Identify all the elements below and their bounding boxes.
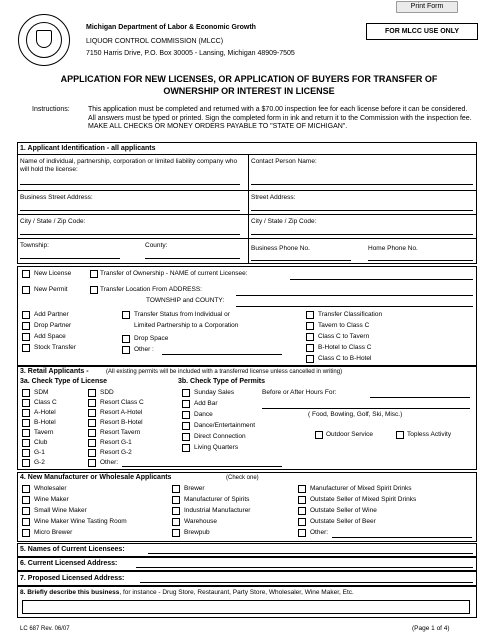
license-resort-b-hotel-checkbox[interactable]	[88, 419, 96, 427]
mfr-other-checkbox[interactable]	[298, 529, 306, 537]
class-c-to-b-hotel-label: Class C to B-Hotel	[318, 355, 372, 362]
section8-label-bold: 8. Briefly describe this business	[20, 589, 120, 596]
township-field[interactable]	[20, 258, 120, 259]
license-b-hotel-label: B-Hotel	[34, 419, 56, 426]
stock-transfer-checkbox[interactable]	[22, 344, 30, 352]
mfr-outstate-seller-of-mixed-spirit-drinks-label: Outstate Seller of Mixed Spirit Drinks	[310, 496, 417, 503]
other-field[interactable]	[162, 354, 282, 355]
section3-heading-note: (All existing permits will be included with a transferred license unless cancelled in writing)	[106, 369, 343, 375]
mfr-micro-brewer-checkbox[interactable]	[22, 529, 30, 537]
print-form-button[interactable]: Print Form	[396, 1, 458, 13]
license-tavern-checkbox[interactable]	[22, 429, 30, 437]
permit-living-quarters-checkbox[interactable]	[182, 444, 190, 452]
before-after-hours-label: Before or After Hours For:	[262, 389, 337, 396]
mfr-small-wine-maker-checkbox[interactable]	[22, 507, 30, 515]
holder-name-field[interactable]	[20, 184, 240, 185]
other-checkbox[interactable]	[122, 346, 130, 354]
section1-heading: 1. Applicant Identification - all applicants	[20, 145, 156, 152]
contact-person-field[interactable]	[251, 184, 473, 185]
current-licensee-field[interactable]	[290, 279, 473, 280]
add-space-label: Add Space	[34, 333, 66, 340]
divider	[17, 214, 477, 215]
business-street-label: Business Street Address:	[20, 194, 93, 201]
mfr-industrial-manufacturer-label: Industrial Manufacturer	[184, 507, 251, 514]
food-note: ( Food, Bowling, Golf, Ski, Misc.)	[308, 411, 403, 418]
form-revision: LC 687 Rev. 06/07	[20, 626, 70, 632]
stock-transfer-label: Stock Transfer	[34, 344, 76, 351]
current-address-field[interactable]	[136, 567, 473, 568]
license-sdd-checkbox[interactable]	[88, 389, 96, 397]
mfr-outstate-seller-of-beer-checkbox[interactable]	[298, 518, 306, 526]
permit-direct-connection-checkbox[interactable]	[182, 433, 190, 441]
mfr-wine-maker-checkbox[interactable]	[22, 496, 30, 504]
license-other-label: Other:	[100, 459, 119, 466]
section3b-heading: 3b. Check Type of Permits	[178, 378, 266, 385]
section2-box	[17, 266, 477, 366]
mfr-manufacturer-of-spirits-label: Manufacturer of Spirits	[184, 496, 250, 503]
section3a-heading: 3a. Check Type of License	[20, 378, 108, 385]
drop-partner-label: Drop Partner	[34, 322, 72, 329]
before-after-hours-field[interactable]	[370, 397, 470, 398]
outdoor-service-checkbox[interactable]	[315, 431, 323, 439]
b-hotel-to-class-c-checkbox[interactable]	[306, 344, 314, 352]
permit-dance-label: Dance	[194, 411, 213, 418]
mfr-wine-maker-label: Wine Maker	[34, 496, 69, 503]
transfer-status-label-2: Limited Partnership to a Corporation	[134, 322, 239, 329]
mfr-manufacturer-of-spirits-checkbox[interactable]	[172, 496, 180, 504]
permit-dance-entertainment-checkbox[interactable]	[182, 422, 190, 430]
mfr-outstate-seller-of-mixed-spirit-drinks-checkbox[interactable]	[298, 496, 306, 504]
permit-add-bar-label: Add Bar	[194, 400, 218, 407]
mfr-outstate-seller-of-wine-checkbox[interactable]	[298, 507, 306, 515]
drop-space-checkbox[interactable]	[122, 335, 130, 343]
new-permit-label: New Permit	[34, 286, 68, 293]
mfr-manufacturer-of-mixed-spirit-drinks-label: Manufacturer of Mixed Spirit Drinks	[310, 485, 412, 492]
mlcc-use-only-box: FOR MLCC USE ONLY	[366, 23, 478, 40]
city-state-zip-label: City / State / Zip Code:	[20, 218, 86, 225]
mfr-brewpub-checkbox[interactable]	[172, 529, 180, 537]
divider	[248, 154, 249, 264]
mfr-wine-maker-wine-tasting-room-label: Wine Maker Wine Tasting Room	[34, 518, 127, 525]
permit-direct-connection-label: Direct Connection	[194, 433, 246, 440]
license-a-hotel-label: A-Hotel	[34, 409, 56, 416]
permit-sunday-sales-label: Sunday Sales	[194, 389, 235, 396]
other-mfr-field[interactable]	[332, 537, 472, 538]
section7-label: 7. Proposed Licensed Address:	[20, 575, 125, 582]
county-label: County:	[145, 242, 168, 249]
home-phone-label: Home Phone No.	[368, 245, 418, 252]
license-resort-g-1-checkbox[interactable]	[88, 439, 96, 447]
license-resort-a-hotel-label: Resort A-Hotel	[100, 409, 143, 416]
license-resort-tavern-checkbox[interactable]	[88, 429, 96, 437]
transfer-address-field[interactable]	[236, 295, 473, 296]
license-resort-g-2-checkbox[interactable]	[88, 449, 96, 457]
proposed-address-field[interactable]	[140, 582, 473, 583]
section4-heading-note: (Check one)	[226, 475, 259, 481]
permit-dance-entertainment-label: Dance/Entertainment	[194, 422, 256, 429]
home-phone-field[interactable]	[368, 260, 473, 261]
license-g-1-checkbox[interactable]	[22, 449, 30, 457]
license-class-c-checkbox[interactable]	[22, 399, 30, 407]
license-resort-class-c-checkbox[interactable]	[88, 399, 96, 407]
permit-living-quarters-label: Living Quarters	[194, 444, 239, 451]
seal-shield-icon	[36, 30, 52, 48]
mfr-industrial-manufacturer-checkbox[interactable]	[172, 507, 180, 515]
township-label: Township:	[20, 242, 49, 249]
transfer-location-checkbox[interactable]	[90, 286, 98, 294]
permit-add-bar-checkbox[interactable]	[182, 400, 190, 408]
mfr-warehouse-label: Warehouse	[184, 518, 217, 525]
mfr-other-label: Other:	[310, 529, 329, 536]
new-license-label: New License	[34, 270, 72, 277]
license-resort-class-c-label: Resort Class C	[100, 399, 144, 406]
mfr-warehouse-checkbox[interactable]	[172, 518, 180, 526]
topless-activity-label: Topless Activity	[407, 431, 452, 438]
add-space-checkbox[interactable]	[22, 333, 30, 341]
transfer-ownership-label: Transfer of Ownership - NAME of current Licensee:	[100, 270, 248, 277]
mfr-brewpub-label: Brewpub	[184, 529, 210, 536]
class-c-to-tavern-label: Class C to Tavern	[318, 333, 370, 340]
b-hotel-to-class-c-label: B-Hotel to Class C	[318, 344, 372, 351]
license-class-c-label: Class C	[34, 399, 57, 406]
transfer-classification-checkbox[interactable]	[306, 311, 314, 319]
permit-sunday-sales-checkbox[interactable]	[182, 389, 190, 397]
before-after-hours-field-2[interactable]	[262, 408, 470, 409]
section4-heading: 4. New Manufacturer or Wholesale Applicants	[20, 474, 172, 481]
transfer-ownership-checkbox[interactable]	[90, 270, 98, 278]
add-partner-label: Add Partner	[34, 311, 69, 318]
instructions-label: Instructions:	[32, 106, 70, 113]
section5-label: 5. Names of Current Licensees:	[20, 546, 125, 553]
outdoor-service-label: Outdoor Service	[326, 431, 373, 438]
license-resort-g-2-label: Resort G-2	[100, 449, 132, 456]
class-c-to-b-hotel-checkbox[interactable]	[306, 355, 314, 363]
section8-label-rest: , for instance - Drug Store, Restaurant, Party Store, Wholesaler, Wine Maker, Etc.	[119, 589, 354, 596]
header-commission: LIQUOR CONTROL COMMISSION (MLCC)	[86, 38, 224, 45]
license-g-2-checkbox[interactable]	[22, 459, 30, 467]
divider	[17, 238, 477, 239]
contact-person-label: Contact Person Name:	[251, 158, 317, 165]
divider	[17, 190, 477, 191]
license-sdm-label: SDM	[34, 389, 49, 396]
mfr-small-wine-maker-label: Small Wine Maker	[34, 507, 87, 514]
license-other-checkbox[interactable]	[88, 459, 96, 467]
city-state-zip-field[interactable]	[20, 234, 240, 235]
topless-activity-checkbox[interactable]	[396, 431, 404, 439]
mfr-wine-maker-wine-tasting-room-checkbox[interactable]	[22, 518, 30, 526]
business-phone-field[interactable]	[251, 260, 351, 261]
mfr-wholesaler-checkbox[interactable]	[22, 485, 30, 493]
license-g-1-label: G-1	[34, 449, 45, 456]
class-c-to-tavern-checkbox[interactable]	[306, 333, 314, 341]
section6-label: 6. Current Licensed Address:	[20, 560, 118, 567]
license-tavern-label: Tavern	[34, 429, 54, 436]
license-b-hotel-checkbox[interactable]	[22, 419, 30, 427]
transfer-classification-label: Transfer Classification	[318, 311, 383, 318]
transfer-location-label: Transfer Location From ADDRESS:	[100, 286, 202, 293]
license-g-2-label: G-2	[34, 459, 45, 466]
mfr-wholesaler-label: Wholesaler	[34, 485, 67, 492]
holder-name-label: Name of individual, partnership, corporation or limited liability company who will hold the license:	[20, 158, 238, 173]
street-address-field[interactable]	[251, 210, 473, 211]
business-phone-label: Business Phone No.	[251, 245, 310, 252]
current-licensees-field[interactable]	[148, 553, 473, 554]
mfr-outstate-seller-of-beer-label: Outstate Seller of Beer	[310, 518, 376, 525]
transfer-status-label: Transfer Status from Individual or	[134, 311, 230, 318]
header-address: 7150 Harris Drive, P.O. Box 30005 - Lansing, Michigan 48909-7505	[86, 50, 295, 57]
license-sdd-label: SDD	[100, 389, 114, 396]
mfr-outstate-seller-of-wine-label: Outstate Seller of Wine	[310, 507, 377, 514]
city-state-zip-field-2[interactable]	[251, 234, 473, 235]
other-label: Other :	[134, 346, 154, 353]
permit-dance-checkbox[interactable]	[182, 411, 190, 419]
license-club-checkbox[interactable]	[22, 439, 30, 447]
license-resort-b-hotel-label: Resort B-Hotel	[100, 419, 143, 426]
new-license-checkbox[interactable]	[22, 270, 30, 278]
tavern-to-class-c-checkbox[interactable]	[306, 322, 314, 330]
add-partner-checkbox[interactable]	[22, 311, 30, 319]
section3-heading: 3. Retail Applicants -	[20, 368, 89, 375]
license-resort-a-hotel-checkbox[interactable]	[88, 409, 96, 417]
license-club-label: Club	[34, 439, 48, 446]
license-resort-tavern-label: Resort Tavern	[100, 429, 141, 436]
license-resort-g-1-label: Resort G-1	[100, 439, 132, 446]
instructions-text: This application must be completed and returned with a $70.00 inspection fee for each license before it can be considered. All answers must be typed or printed. Sign the completed form in ink and return it to the Commission with the inspection fee. MAKE ALL CHECKS OR MONEY ORDERS PAYABLE TO "STATE OF MICHIGAN".	[88, 106, 472, 130]
divider	[17, 154, 477, 155]
section8-label	[20, 589, 354, 596]
mfr-micro-brewer-label: Micro Brewer	[34, 529, 73, 536]
township-county-field[interactable]	[236, 306, 473, 307]
license-a-hotel-checkbox[interactable]	[22, 409, 30, 417]
township-county-label: TOWNSHIP and COUNTY:	[146, 297, 225, 304]
mfr-brewer-checkbox[interactable]	[172, 485, 180, 493]
other-license-field[interactable]	[122, 466, 282, 467]
street-address-label: Street Address:	[251, 194, 296, 201]
license-sdm-checkbox[interactable]	[22, 389, 30, 397]
drop-space-label: Drop Space	[134, 335, 169, 342]
county-field[interactable]	[145, 258, 240, 259]
city-state-zip-label-2: City / State / Zip Code:	[251, 218, 317, 225]
form-title-line1: APPLICATION FOR NEW LICENSES, OR APPLICATION OF BUYERS FOR TRANSFER OF	[60, 74, 438, 84]
mfr-manufacturer-of-mixed-spirit-drinks-checkbox[interactable]	[298, 485, 306, 493]
drop-partner-checkbox[interactable]	[22, 322, 30, 330]
form-title-line2: OWNERSHIP OR INTEREST IN LICENSE	[163, 86, 335, 96]
business-street-field[interactable]	[20, 210, 240, 211]
header-department: Michigan Department of Labor & Economic Growth	[86, 24, 256, 31]
mfr-brewer-label: Brewer	[184, 485, 205, 492]
business-description-field[interactable]	[22, 600, 470, 614]
tavern-to-class-c-label: Tavern to Class C	[318, 322, 370, 329]
page-number: (Page 1 of 4)	[412, 625, 450, 632]
new-permit-checkbox[interactable]	[22, 286, 30, 294]
transfer-status-checkbox[interactable]	[122, 311, 130, 319]
